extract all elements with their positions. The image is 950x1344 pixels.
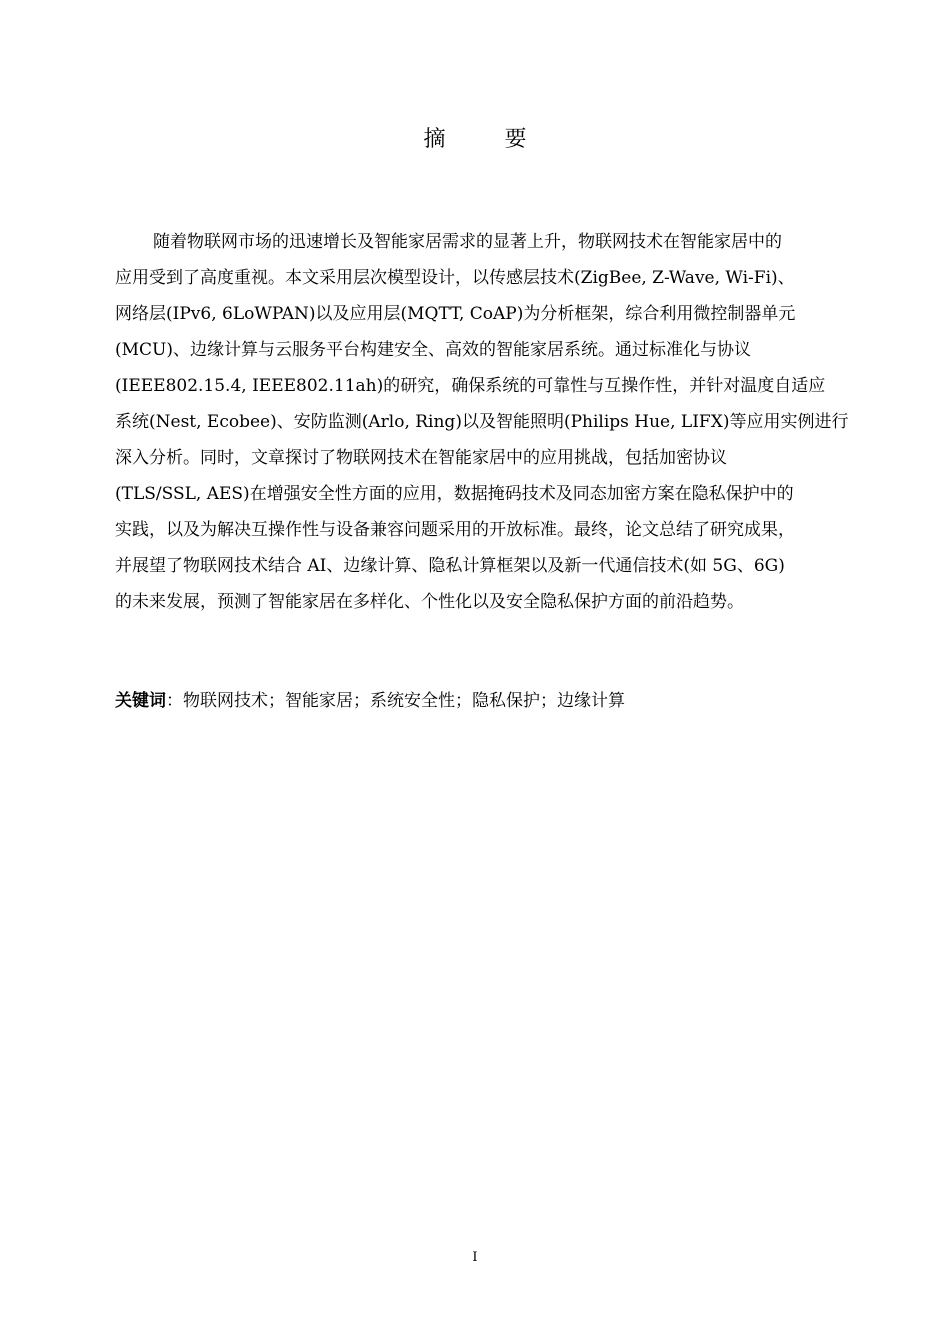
- abstract-line: 系统(Nest, Ecobee)、安防监测(Arlo, Ring)以及智能照明(Philips Hue, LIFX)等应用实例进行: [115, 412, 849, 432]
- abstract-line: (IEEE802.15.4, IEEE802.11ah)的研究，确保系统的可靠性与互操作性，并针对温度自适应: [115, 376, 826, 396]
- abstract-line: 深入分析。同时，文章探讨了物联网技术在智能家居中的应用挑战，包括加密协议: [115, 448, 727, 468]
- keywords-list: ：物联网技术；智能家居；系统安全性；隐私保护；边缘计算: [166, 691, 625, 711]
- page-number: I: [472, 1250, 478, 1265]
- page-title: 摘 要: [423, 127, 553, 152]
- abstract-line: (MCU)、边缘计算与云服务平台构建安全、高效的智能家居系统。通过标准化与协议: [115, 340, 752, 360]
- abstract-body: [115, 224, 850, 620]
- keywords-label: 关键词: [115, 691, 166, 711]
- keywords-section: [115, 686, 850, 716]
- abstract-line: 随着物联网市场的迅速增长及智能家居需求的显著上升，物联网技术在智能家居中的: [153, 232, 782, 252]
- abstract-line: 的未来发展，预测了智能家居在多样化、个性化以及安全隐私保护方面的前沿趋势。: [115, 592, 744, 612]
- abstract-line: (TLS/SSL, AES)在增强安全性方面的应用，数据掩码技术及同态加密方案在隐私保护中的: [115, 484, 794, 504]
- abstract-line: 并展望了物联网技术结合 AI、边缘计算、隐私计算框架以及新一代通信技术(如 5G、6G): [115, 556, 785, 576]
- abstract-line: 网络层(IPv6, 6LoWPAN)以及应用层(MQTT, CoAP)为分析框架，综合利用微控制器单元: [115, 304, 796, 324]
- abstract-line: 实践，以及为解决互操作性与设备兼容问题采用的开放标准。最终，论文总结了研究成果，: [115, 520, 795, 540]
- abstract-paragraph: [115, 224, 850, 620]
- abstract-line: 应用受到了高度重视。本文采用层次模型设计，以传感层技术(ZigBee, Z-Wave, Wi-Fi)、: [115, 268, 795, 288]
